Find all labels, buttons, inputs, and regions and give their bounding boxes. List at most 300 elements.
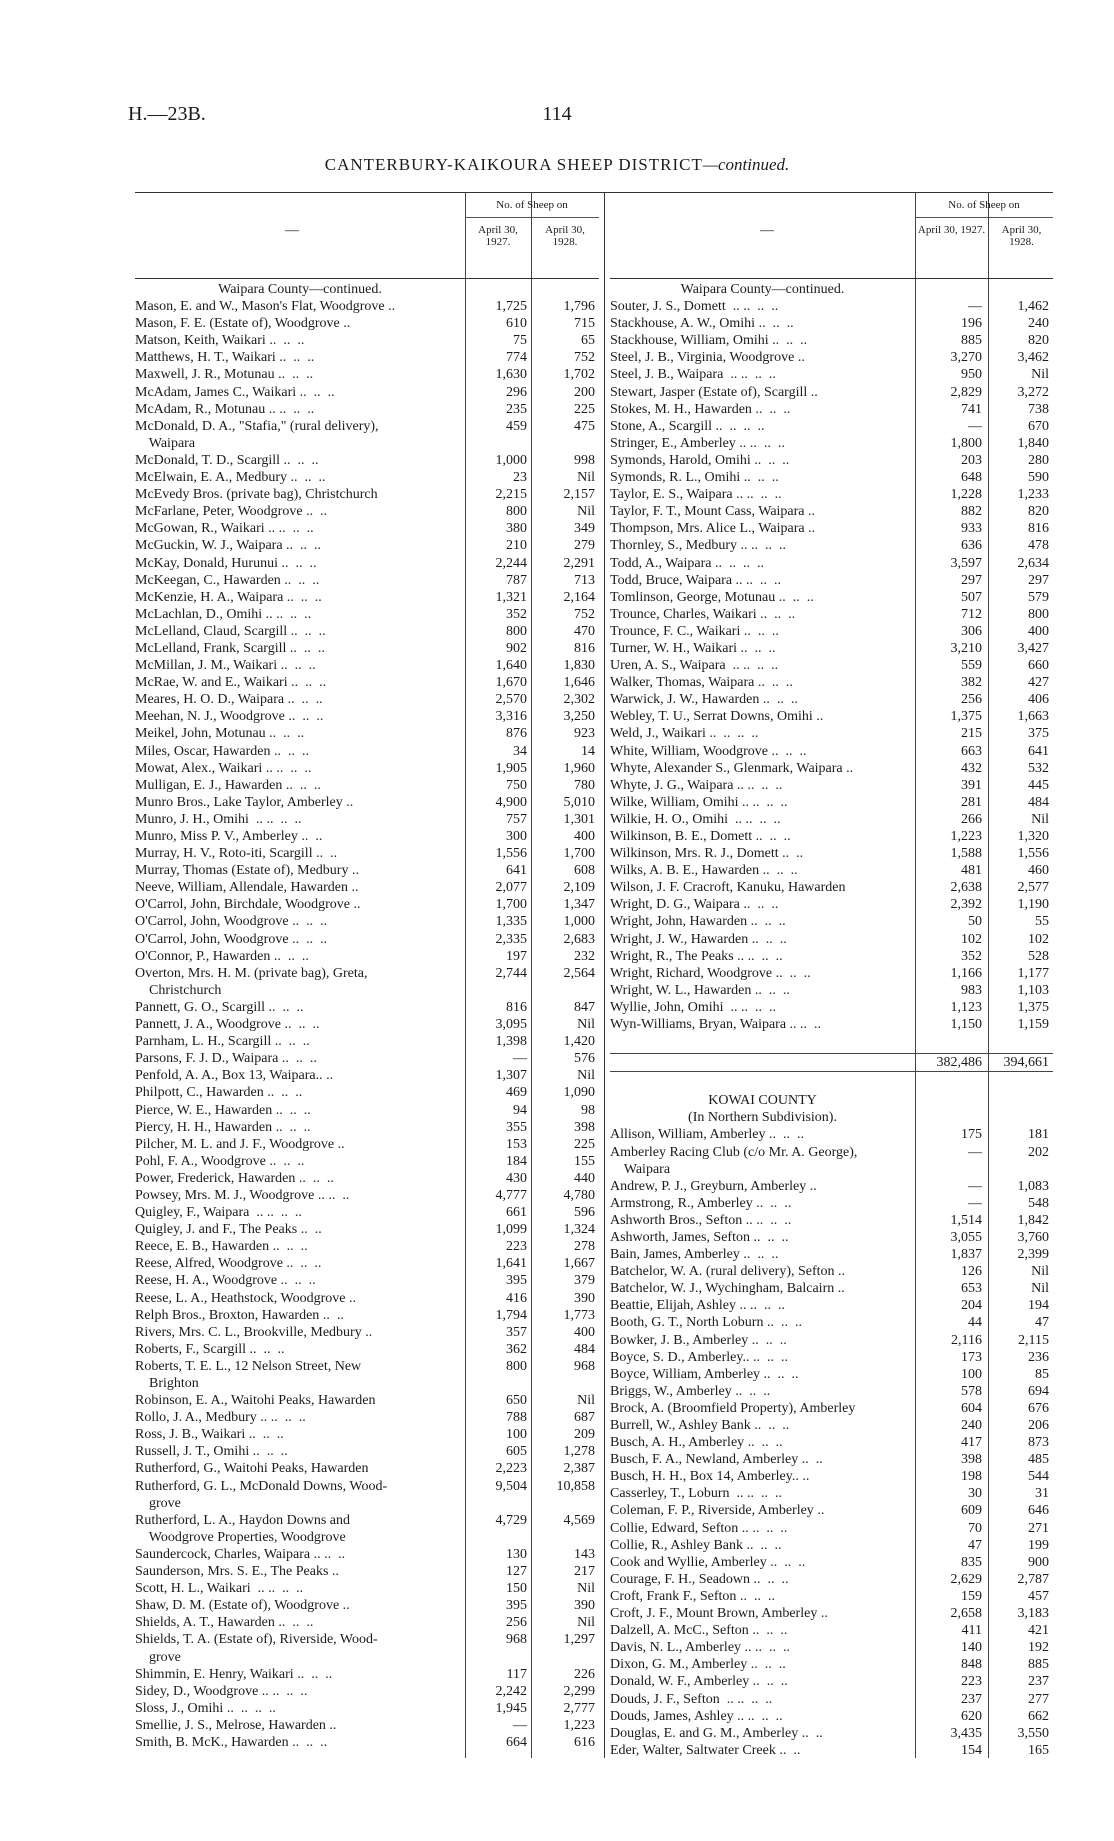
- leader-dots: .. .. ..: [752, 829, 791, 844]
- table-row: [610, 999, 1053, 1016]
- owner-text: Meares, H. O. D., Waipara: [135, 692, 285, 708]
- sheep-1927: 223: [961, 1674, 982, 1690]
- sheep-1927: 1,670: [495, 675, 527, 691]
- sheep-1927: 876: [506, 726, 527, 742]
- owner-text: Weld, J., Waikari: [610, 726, 706, 742]
- sheep-1927: 2,744: [495, 965, 527, 981]
- table-body: [610, 281, 1053, 1759]
- sheep-1928: 1,420: [563, 1034, 595, 1050]
- leader-dots: ..: [349, 897, 361, 913]
- table-row: [135, 1443, 599, 1460]
- sheep-1927: 203: [961, 452, 982, 468]
- table-row: [135, 999, 599, 1016]
- sheep-1927: 1,335: [495, 914, 527, 930]
- owner-text: Trounce, Charles, Waikari: [610, 606, 757, 622]
- owner-text: Wright, W. L., Hawarden: [610, 982, 752, 998]
- table-row: [135, 1649, 599, 1666]
- leader-dots: .. .. ..: [748, 931, 787, 947]
- owner-text: Shimmin, E. Henry, Waikari: [135, 1666, 294, 1682]
- table-row: [135, 1597, 599, 1614]
- table-row: [135, 760, 599, 777]
- owner-name: [610, 725, 913, 742]
- owner-name: [610, 1178, 913, 1195]
- sheep-1927: 1,375: [950, 709, 982, 725]
- sheep-1927: 1,514: [950, 1212, 982, 1228]
- owner-text: Turner, W. H., Waikari: [610, 640, 738, 656]
- owner-text: Ashworth Bros., Sefton ..: [610, 1212, 753, 1228]
- owner-name: [610, 1280, 913, 1297]
- sheep-1927: 741: [961, 401, 982, 417]
- owner-name: [610, 1554, 913, 1571]
- table-row: [610, 1144, 1053, 1161]
- table-row: [610, 623, 1053, 640]
- owner-name: [135, 879, 465, 896]
- header-col-1928: April 30, 1928.: [545, 224, 585, 248]
- sheep-1928: 1,773: [563, 1307, 595, 1323]
- sheep-1928: 1,320: [1017, 829, 1049, 844]
- leader-dots: .. .. ..: [742, 811, 781, 827]
- sheep-1927: 800: [506, 623, 527, 639]
- sheep-1927: —: [968, 1144, 982, 1160]
- owner-text: Waipara: [610, 1161, 671, 1177]
- leader-dots: .. .. ..: [271, 1034, 310, 1050]
- table-row: [135, 520, 599, 537]
- sheep-1927: 2,629: [950, 1571, 982, 1587]
- owner-name: [610, 1622, 913, 1639]
- owner-text: Reece, E. B., Hawarden: [135, 1239, 270, 1255]
- table-row: [135, 589, 599, 606]
- sheep-1927: 352: [961, 948, 982, 964]
- leader-dots: .. ..: [798, 1452, 823, 1468]
- sheep-1928: 816: [1028, 521, 1049, 537]
- title-continued: —continued.: [702, 155, 790, 174]
- sheep-1927: 604: [961, 1400, 982, 1416]
- header-col-1927: April 30, 1927.: [917, 224, 986, 236]
- table-row: [135, 1580, 599, 1597]
- table-row: [135, 777, 599, 794]
- sheep-1927: 44: [968, 1315, 982, 1331]
- sheep-1927: 2,638: [950, 880, 982, 896]
- owner-text: Rutherford, L. A., Haydon Downs and: [135, 1512, 351, 1528]
- table-row: [610, 1212, 1053, 1229]
- sheep-1927: 380: [506, 521, 527, 537]
- owner-name: [610, 845, 913, 862]
- sheep-1928: 544: [1028, 1469, 1049, 1485]
- sheep-1927: 23: [513, 470, 527, 486]
- table-row: [610, 674, 1053, 691]
- owner-text: Roberts, F., Scargill: [135, 1341, 247, 1357]
- sheep-1927: 1,700: [495, 897, 527, 913]
- owner-name: [135, 1597, 465, 1614]
- sheep-1928: 1,233: [1017, 487, 1049, 503]
- owner-text: Wright, Richard, Woodgrove: [610, 965, 773, 981]
- header-bottom-rule: [610, 278, 1053, 279]
- owner-text: Stone, A., Scargill: [610, 418, 713, 434]
- owner-text: Pierce, W. E., Hawarden: [135, 1102, 273, 1118]
- sheep-1927: 9,504: [495, 1478, 527, 1494]
- leader-dots: .. .. ..: [763, 1315, 802, 1331]
- leader-dots: .. .. ..: [752, 1212, 792, 1228]
- sheep-1927: 848: [961, 1657, 982, 1673]
- leader-dots: .. .. ..: [263, 1205, 302, 1221]
- sheep-1928: 2,387: [563, 1461, 595, 1477]
- sheep-1927: 140: [961, 1640, 982, 1656]
- sheep-1928: 225: [574, 1136, 595, 1152]
- sheep-1928: 1,297: [563, 1632, 595, 1648]
- table-row: [610, 794, 1053, 811]
- leader-dots: .. .. ..: [736, 1588, 775, 1604]
- leader-dots: .. .. ..: [737, 367, 776, 383]
- owner-name: [135, 572, 465, 589]
- owner-text: Todd, A., Waipara: [610, 555, 712, 571]
- sheep-1928: 800: [1028, 606, 1049, 622]
- sheep-1927: 215: [961, 726, 982, 742]
- owner-text: Batchelor, W. J., Wychingham, Balcairn: [610, 1281, 835, 1297]
- sheep-1928: 1,830: [563, 658, 595, 674]
- owner-text: Roberts, T. E. L., 12 Nelson Street, New: [135, 1358, 362, 1374]
- leader-dots: .. .. ..: [746, 1298, 785, 1314]
- sheep-1927: 609: [961, 1503, 982, 1519]
- leader-dots: ..: [339, 316, 351, 332]
- table-row: [135, 845, 599, 862]
- owner-name: [135, 1255, 465, 1272]
- owner-text: Shields, A. T., Hawarden: [135, 1615, 275, 1631]
- leader-dots: .. .. ..: [267, 1410, 306, 1426]
- table-row: [610, 298, 1053, 315]
- owner-text: Douglas, E. and G. M., Amberley: [610, 1725, 799, 1741]
- table-row: [135, 1272, 599, 1289]
- sheep-1928: 616: [574, 1734, 595, 1750]
- owner-name: [610, 828, 913, 845]
- owner-text: Saundercock, Charles, Waipara ..: [135, 1546, 321, 1562]
- sheep-1927: 1,905: [495, 760, 527, 776]
- owner-name: [610, 589, 913, 606]
- owner-name: [610, 1246, 913, 1263]
- sheep-1927: 240: [961, 1418, 982, 1433]
- table-row: [135, 1734, 599, 1751]
- sheep-1927: 357: [506, 1324, 527, 1340]
- owner-text: McGowan, R., Waikari ..: [135, 521, 276, 537]
- owner-name: [135, 1495, 465, 1512]
- sheep-1927: 4,900: [495, 794, 527, 810]
- sheep-1927: 47: [968, 1537, 982, 1553]
- leader-dots: .. .. ..: [749, 1349, 788, 1365]
- sheep-1928: 277: [1028, 1691, 1049, 1707]
- sheep-1928: 1,375: [1017, 999, 1049, 1015]
- sheep-1928: 660: [1028, 658, 1049, 674]
- leader-dots: .. .. ..: [744, 1708, 783, 1724]
- owner-name: [135, 315, 465, 332]
- leader-dots: .. ..: [319, 1307, 344, 1323]
- table-row: [135, 1426, 599, 1443]
- table-row: [135, 948, 599, 965]
- sheep-1928: 457: [1028, 1588, 1049, 1604]
- table-row: [135, 1307, 599, 1324]
- owner-text: Matthews, H. T., Waikari: [135, 350, 276, 366]
- owner-text: Stewart, Jasper (Estate of), Scargill: [610, 384, 808, 400]
- owner-text: Thompson, Mrs. Alice L., Waipara: [610, 521, 805, 537]
- owner-name: [610, 657, 913, 674]
- owner-name: [135, 1307, 465, 1324]
- sheep-1928: 646: [1028, 1503, 1049, 1519]
- owner-name: [610, 691, 913, 708]
- header-group: No. of Sheep on: [496, 199, 568, 211]
- owner-name: [610, 1314, 913, 1331]
- table-row: [610, 1451, 1053, 1468]
- table-row: [135, 743, 599, 760]
- owner-text: Pannett, G. O., Scargill: [135, 999, 266, 1015]
- table-row: [610, 1016, 1053, 1033]
- sheep-1928: 3,427: [1017, 640, 1049, 656]
- table-row: [610, 589, 1053, 606]
- owner-text: Batchelor, W. A. (rural delivery), Sefton: [610, 1264, 835, 1280]
- leader-dots: .. .. ..: [284, 692, 323, 708]
- sheep-1927: 1,166: [950, 965, 982, 981]
- table-row: [135, 1119, 599, 1136]
- sheep-1927: 2,077: [495, 880, 527, 896]
- owner-text: Parnham, L. H., Scargill: [135, 1034, 272, 1050]
- sheep-1928: Nil: [577, 1615, 595, 1631]
- sheep-1927: 306: [961, 623, 982, 639]
- owner-name: [135, 708, 465, 725]
- owner-name: [610, 1502, 913, 1519]
- table-header: [610, 193, 1053, 278]
- sheep-1927: 196: [961, 316, 982, 332]
- owner-text: Dixon, G. M., Amberley: [610, 1657, 748, 1673]
- sheep-1928: 3,183: [1017, 1606, 1049, 1622]
- sheep-1927: 210: [506, 538, 527, 554]
- owner-text: Wyn-Williams, Bryan, Waipara ..: [610, 1017, 797, 1033]
- owner-text: Symonds, R. L., Omihi: [610, 470, 741, 486]
- leader-dots: ..: [334, 1136, 345, 1152]
- leader-dots: .. .. ..: [246, 1341, 285, 1357]
- owner-text: Meehan, N. J., Woodgrove: [135, 709, 285, 725]
- owner-text: Cook and Wyllie, Amberley: [610, 1554, 767, 1570]
- owner-text: Reese, L. A., Heathstock, Woodgrove: [135, 1290, 346, 1306]
- table-row: [135, 623, 599, 640]
- leader-dots: .. .. ..: [752, 1195, 792, 1211]
- owner-name: [610, 1605, 913, 1622]
- owner-text: Andrew, P. J., Greyburn, Amberley: [610, 1178, 807, 1194]
- leader-dots: .. .. ..: [768, 333, 808, 349]
- table-row: [610, 1520, 1053, 1537]
- owner-text: Munro Bros., Lake Taylor, Amberley: [135, 794, 343, 810]
- sheep-1928: 478: [1028, 538, 1049, 554]
- sheep-1928: 608: [574, 863, 595, 879]
- sheep-1927: 198: [961, 1469, 982, 1485]
- owner-name: [135, 862, 465, 879]
- table-row: [135, 896, 599, 913]
- leader-dots: .. .. ..: [731, 1383, 771, 1399]
- owner-name: [610, 1588, 913, 1605]
- owner-name: [135, 452, 465, 469]
- table-row: [610, 1502, 1053, 1519]
- sheep-1928: 2,399: [1017, 1247, 1049, 1263]
- sheep-1927: 2,658: [950, 1606, 982, 1622]
- sheep-1927: 2,215: [495, 487, 527, 503]
- owner-name: [610, 1742, 913, 1759]
- sheep-1928: 475: [574, 418, 595, 434]
- table-row: [610, 1468, 1053, 1485]
- leader-dots: .. .. ..: [268, 1683, 308, 1699]
- table-row: [135, 1375, 599, 1392]
- owner-text: Sidey, D., Woodgrove ..: [135, 1683, 269, 1699]
- sheep-1928: 2,302: [563, 692, 595, 708]
- owner-name: [135, 1529, 465, 1546]
- table-row: [610, 555, 1053, 572]
- sheep-1928: 10,858: [556, 1478, 595, 1494]
- owner-name: [610, 1656, 913, 1673]
- sheep-1927: 281: [961, 794, 982, 810]
- owner-text: Brighton: [135, 1376, 199, 1391]
- sheep-1928: 390: [574, 1598, 595, 1614]
- leader-dots: .. .. ..: [739, 658, 779, 674]
- owner-text: McLelland, Claud, Scargill: [135, 623, 288, 639]
- owner-text: Power, Frederick, Hawarden: [135, 1170, 296, 1186]
- owner-text: Stokes, M. H., Hawarden: [610, 401, 752, 417]
- leader-dots: .. .. ..: [747, 914, 786, 930]
- table-row: [610, 1742, 1053, 1759]
- owner-name: [135, 1067, 465, 1084]
- owner-name: [610, 349, 913, 366]
- owner-name: [135, 1033, 465, 1050]
- table-row: [610, 1195, 1053, 1212]
- sheep-1927: 153: [506, 1136, 527, 1152]
- leader-dots: .. .. ..: [760, 1366, 799, 1382]
- owner-name: [135, 401, 465, 418]
- owner-name: [610, 708, 913, 725]
- sheep-1927: 1,725: [495, 299, 527, 315]
- owner-name: [135, 1631, 465, 1648]
- leader-dots: .. .. ..: [743, 1537, 782, 1553]
- table-row: [135, 1170, 599, 1187]
- owner-name: [135, 1443, 465, 1460]
- owner-text: O'Carrol, John, Woodgrove: [135, 931, 289, 947]
- owner-text: Taylor, F. T., Mount Cass, Waipara: [610, 504, 805, 520]
- table-row: [135, 555, 599, 572]
- owner-name: [610, 1366, 913, 1383]
- sheep-1928: 421: [1028, 1623, 1049, 1639]
- sheep-1927: —: [968, 1178, 982, 1194]
- leader-dots: .. .. ..: [269, 1239, 308, 1255]
- owner-text: Wilson, J. F. Cracroft, Kanuku, Hawarden: [610, 880, 846, 896]
- sheep-1928: 225: [574, 401, 595, 417]
- owner-name: [610, 1229, 913, 1246]
- owner-name: [135, 1717, 465, 1734]
- table-row: [610, 725, 1053, 742]
- sheep-1928: 427: [1028, 675, 1049, 691]
- sheep-1927: 3,435: [950, 1725, 982, 1741]
- owner-name: [610, 1383, 913, 1400]
- sheep-1928: 1,103: [1017, 982, 1049, 998]
- leader-dots: .. .. ..: [750, 452, 790, 468]
- owner-text: McDonald, T. D., Scargill: [135, 452, 281, 468]
- sheep-1928: 1,842: [1017, 1212, 1049, 1228]
- sheep-1928: 4,780: [563, 1187, 595, 1203]
- header-col-1928: April 30, 1928.: [1001, 224, 1042, 248]
- owner-text: McDonald, D. A., "Stafia," (rural delivery),: [135, 418, 379, 434]
- leader-dots: .. .. ..: [744, 948, 783, 964]
- leader-dots: .. .. ..: [288, 914, 328, 930]
- sheep-1927: 816: [506, 999, 527, 1015]
- sheep-1927: —: [513, 1717, 527, 1733]
- leader-dots: .. .. ..: [275, 350, 315, 366]
- leader-dots: ..: [348, 863, 359, 879]
- sheep-1927: 712: [961, 606, 982, 622]
- sheep-1928: 752: [574, 350, 595, 366]
- sheep-1928: 279: [574, 538, 595, 554]
- owner-text: Douds, James, Ashley ..: [610, 1708, 745, 1724]
- table-row: [610, 606, 1053, 623]
- sheep-1927: 1,321: [495, 589, 527, 605]
- sheep-1927: 300: [506, 829, 527, 844]
- leader-dots: ..: [807, 384, 818, 400]
- leader-dots: .. .. ..: [750, 1229, 789, 1245]
- table-row: [135, 1358, 599, 1375]
- table-row: [135, 708, 599, 725]
- owner-name: [610, 435, 913, 452]
- owner-text: Christchurch: [135, 982, 222, 998]
- sheep-1927: 3,210: [950, 640, 982, 656]
- sheep-1927: 184: [506, 1153, 527, 1169]
- table-row: [610, 1229, 1053, 1246]
- sheep-1928: 548: [1028, 1195, 1049, 1211]
- owner-name: [610, 1520, 913, 1537]
- leader-dots: .. .. ..: [766, 1554, 806, 1570]
- sheep-1927: 933: [961, 521, 982, 537]
- table-row: [135, 982, 599, 999]
- owner-name: [135, 1358, 465, 1375]
- leader-dots: .. .. ..: [274, 1615, 314, 1631]
- owner-name: [135, 982, 465, 999]
- owner-text: Todd, Bruce, Waipara ..: [610, 572, 743, 588]
- leader-dots: .. .. ..: [278, 1051, 317, 1067]
- owner-text: Eder, Walter, Saltwater Creek: [610, 1742, 776, 1758]
- sheep-1927: 355: [506, 1119, 527, 1135]
- table-row: [610, 366, 1053, 383]
- sheep-1928: 400: [1028, 623, 1049, 639]
- leader-dots: .. .. ..: [765, 1127, 804, 1143]
- owner-name: [135, 1700, 465, 1717]
- county-subheading: [610, 1109, 1053, 1126]
- table-row: [135, 1409, 599, 1426]
- owner-text: Quigley, J. and F., The Peaks: [135, 1222, 298, 1238]
- owner-text: Warwick, J. W., Hawarden: [610, 692, 760, 708]
- owner-name: [610, 1161, 913, 1178]
- leader-dots: .. .. ..: [282, 538, 322, 554]
- table-row: [135, 965, 599, 982]
- owner-name: [135, 555, 465, 572]
- owner-name: [135, 486, 465, 503]
- owner-text: Reese, Alfred, Woodgrove: [135, 1256, 283, 1272]
- owner-text: Stringer, E., Amberley ..: [610, 435, 747, 451]
- owner-name: [135, 931, 465, 948]
- owner-text: Steel, J. B., Waipara ..: [610, 367, 738, 383]
- sheep-1927: 430: [506, 1170, 527, 1186]
- table-row: [610, 537, 1053, 554]
- owner-text: Whyte, Alexander S., Glenmark, Waipara: [610, 760, 843, 776]
- owner-name: [610, 948, 913, 965]
- sheep-1928: 398: [574, 1119, 595, 1135]
- leader-dots: ..: [328, 1564, 339, 1580]
- owner-text: Davis, N. L., Amberley ..: [610, 1640, 752, 1656]
- sheep-1928: 1,700: [563, 846, 595, 862]
- table-row: [135, 1136, 599, 1153]
- table-row: [610, 1366, 1053, 1383]
- owner-name: [135, 1734, 465, 1751]
- owner-name: [135, 1478, 465, 1495]
- leader-dots: .. ..: [798, 1725, 823, 1741]
